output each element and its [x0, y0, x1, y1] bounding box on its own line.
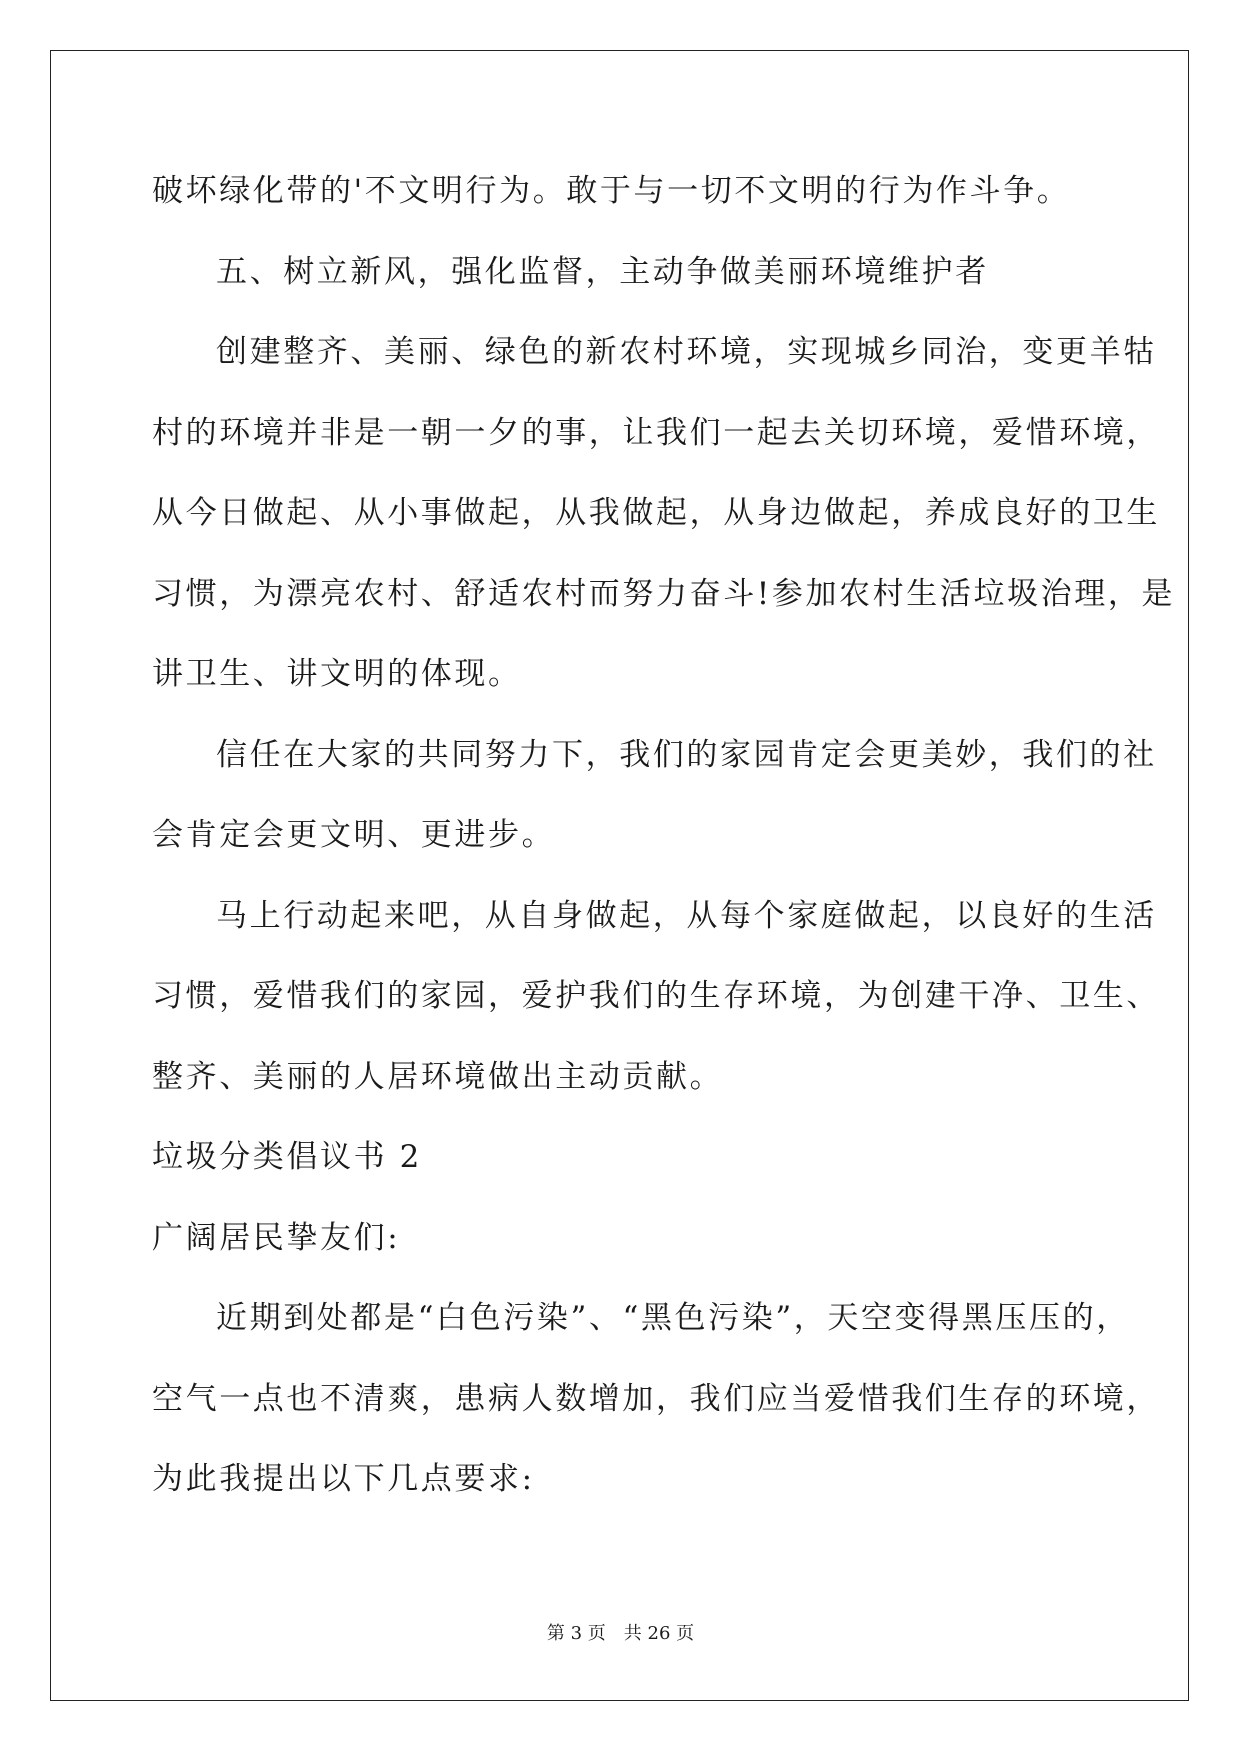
text-line: 空气一点也不清爽，患病人数增加，我们应当爱惜我们生存的环境， — [152, 1381, 1160, 1417]
page-total: 共 26 页 — [623, 1623, 695, 1644]
text-line: 从今日做起、从小事做起，从我做起，从身边做起，养成良好的卫生 — [152, 495, 1160, 531]
text-line: 村的环境并非是一朝一夕的事，让我们一起去关切环境，爱惜环境， — [152, 415, 1160, 451]
section-heading: 五、树立新风，强化监督，主动争做美丽环境维护者 — [216, 254, 989, 290]
page-frame — [50, 50, 1189, 1701]
text-line: 习惯，爱惜我们的家园，爱护我们的生存环境，为创建干净、卫生、 — [152, 978, 1160, 1014]
text-line: 习惯，为漂亮农村、舒适农村而努力奋斗!参加农村生活垃圾治理，是 — [152, 576, 1176, 612]
page-footer — [0, 1622, 1241, 1646]
text-line: 信任在大家的共同努力下，我们的家园肯定会更美妙，我们的社 — [216, 737, 1157, 773]
text-line: 马上行动起来吧，从自身做起，从每个家庭做起，以良好的生活 — [216, 898, 1157, 934]
document-title: 垃圾分类倡议书 2 — [152, 1139, 422, 1175]
text-line: 创建整齐、美丽、绿色的新农村环境，实现城乡同治，变更羊牯 — [216, 334, 1157, 370]
text-line: 会肯定会更文明、更进步。 — [152, 817, 556, 853]
text-line: 近期到处都是“白色污染”、“黑色污染”，天空变得黑压压的， — [216, 1300, 1130, 1336]
page-number: 第 3 页 — [546, 1623, 606, 1644]
text-line: 为此我提出以下几点要求: — [152, 1461, 535, 1497]
text-line: 破坏绿化带的'不文明行为。敢于与一切不文明的行为作斗争。 — [152, 173, 1071, 209]
text-line: 整齐、美丽的人居环境做出主动贡献。 — [152, 1059, 724, 1095]
text-line: 讲卫生、讲文明的体现。 — [152, 656, 522, 692]
salutation: 广阔居民挚友们: — [152, 1220, 401, 1256]
